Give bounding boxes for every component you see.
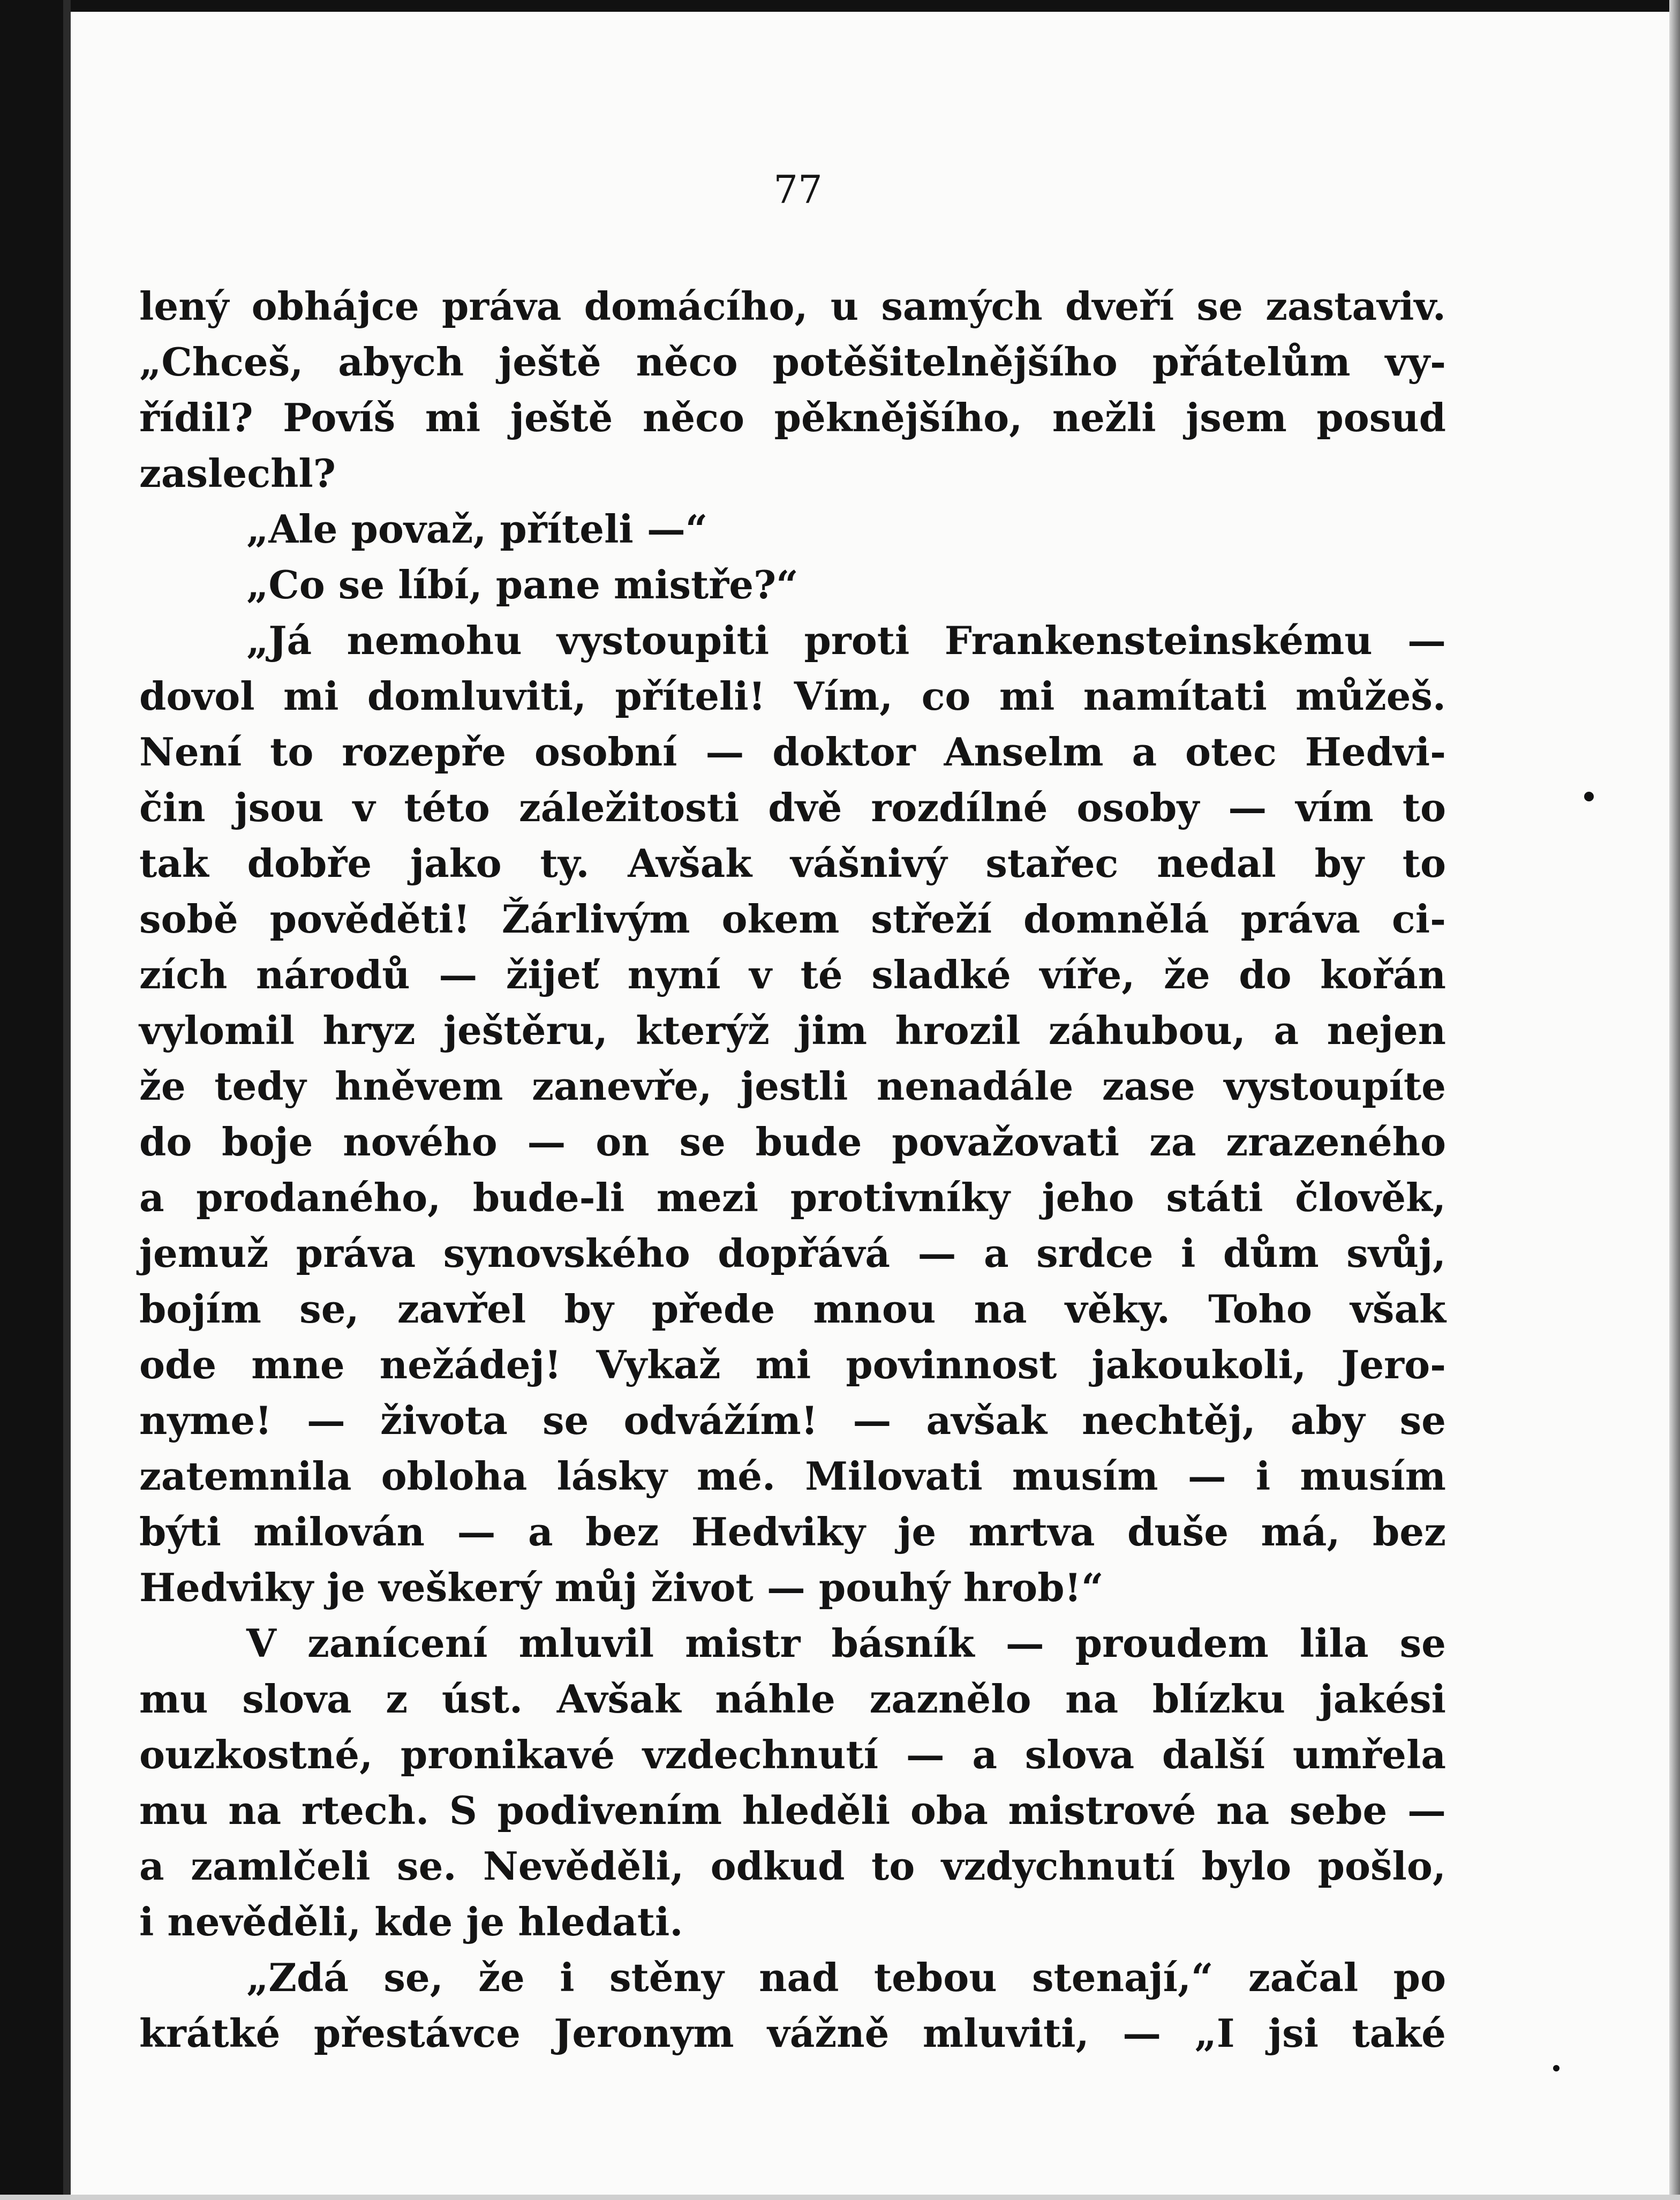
text-line: „Já nemohu vystoupiti proti Frankensteinskému — xyxy=(246,618,1446,663)
text-line: „Zdá se, že i stěny nad tebou stenají,“ začal po xyxy=(246,1955,1446,2000)
text-line: mu slova z úst. Avšak náhle zaznělo na blízku jakési xyxy=(139,1676,1446,1722)
text-line: bojím se, zavřel by přede mnou na věky. Toho však xyxy=(139,1286,1446,1332)
text-line: mu na rtech. S podivením hleděli oba mistrové na sebe — xyxy=(139,1788,1446,1833)
text-line: sobě pověděti! Žárlivým okem střeží domnělá práva ci- xyxy=(139,896,1446,942)
text-line: a zamlčeli se. Nevěděli, odkud to vzdychnutí bylo pošlo, xyxy=(139,1843,1446,1889)
text-line: býti milován — a bez Hedviky je mrtva duše má, bez xyxy=(139,1509,1446,1555)
scan-edge-left xyxy=(0,0,63,2200)
text-line: nyme! — života se odvážím! — avšak nechtěj, aby se xyxy=(139,1398,1446,1443)
scan-edge-right xyxy=(1669,0,1680,2200)
text-line: a prodaného, bude-li mezi protivníky jeho státi člověk, xyxy=(139,1175,1446,1220)
text-line: do boje nového — on se bude považovati za zrazeného xyxy=(139,1119,1446,1165)
text-line: tak dobře jako ty. Avšak vášnivý stařec nedal by to xyxy=(139,840,1446,886)
text-line: čin jsou v této záležitosti dvě rozdílné osoby — vím to xyxy=(139,785,1446,830)
text-line: V zanícení mluvil mistr básník — proudem lila se xyxy=(246,1620,1446,1666)
ink-speck xyxy=(1584,792,1594,801)
scan-edge-top xyxy=(0,0,1680,12)
text-line: dovol mi domluviti, příteli! Vím, co mi namítati můžeš. xyxy=(139,673,1446,719)
text-line: zatemnila obloha lásky mé. Milovati musím — i musím xyxy=(139,1453,1446,1499)
text-line: „Co se líbí, pane mistře?“ xyxy=(246,562,798,607)
text-line: Není to rozepře osobní — doktor Anselm a otec Hedvi- xyxy=(139,729,1446,775)
text-line: vylomil hryz ještěru, kterýž jim hrozil záhubou, a nejen xyxy=(139,1008,1446,1053)
text-line: Hedviky je veškerý můj život — pouhý hrob!“ xyxy=(139,1565,1104,1610)
body-text xyxy=(139,279,1446,2061)
text-line: řídil? Povíš mi ještě něco pěknějšího, nežli jsem posud xyxy=(139,395,1446,440)
text-line: lený obhájce práva domácího, u samých dveří se zastaviv. xyxy=(139,283,1446,329)
scan-edge-bottom xyxy=(0,2195,1680,2200)
text-line: zaslechl? xyxy=(139,450,336,496)
text-line: krátké přestávce Jeronym vážně mluviti, — „I jsi také xyxy=(139,2010,1446,2056)
text-line: jemuž práva synovského dopřává — a srdce i dům svůj, xyxy=(139,1230,1446,1276)
text-line: ode mne nežádej! Vykaž mi povinnost jakoukoli, Jero- xyxy=(139,1342,1446,1387)
text-line: „Chceš, abych ještě něco potěšitelnějšího přátelům vy- xyxy=(139,339,1446,385)
text-line: zích národů — žijeť nyní v té sladké víře, že do kořán xyxy=(139,952,1446,997)
text-line: že tedy hněvem zanevře, jestli nenadále zase vystoupíte xyxy=(139,1063,1446,1109)
text-line: „Ale považ, příteli —“ xyxy=(246,506,708,552)
scan-edge-left-shadow xyxy=(63,0,71,2200)
text-line: ouzkostné, pronikavé vzdechnutí — a slova další umřela xyxy=(139,1732,1446,1777)
text-line: i nevěděli, kde je hledati. xyxy=(139,1899,683,1944)
page-number: 77 xyxy=(773,167,823,212)
ink-speck xyxy=(1553,2065,1560,2071)
